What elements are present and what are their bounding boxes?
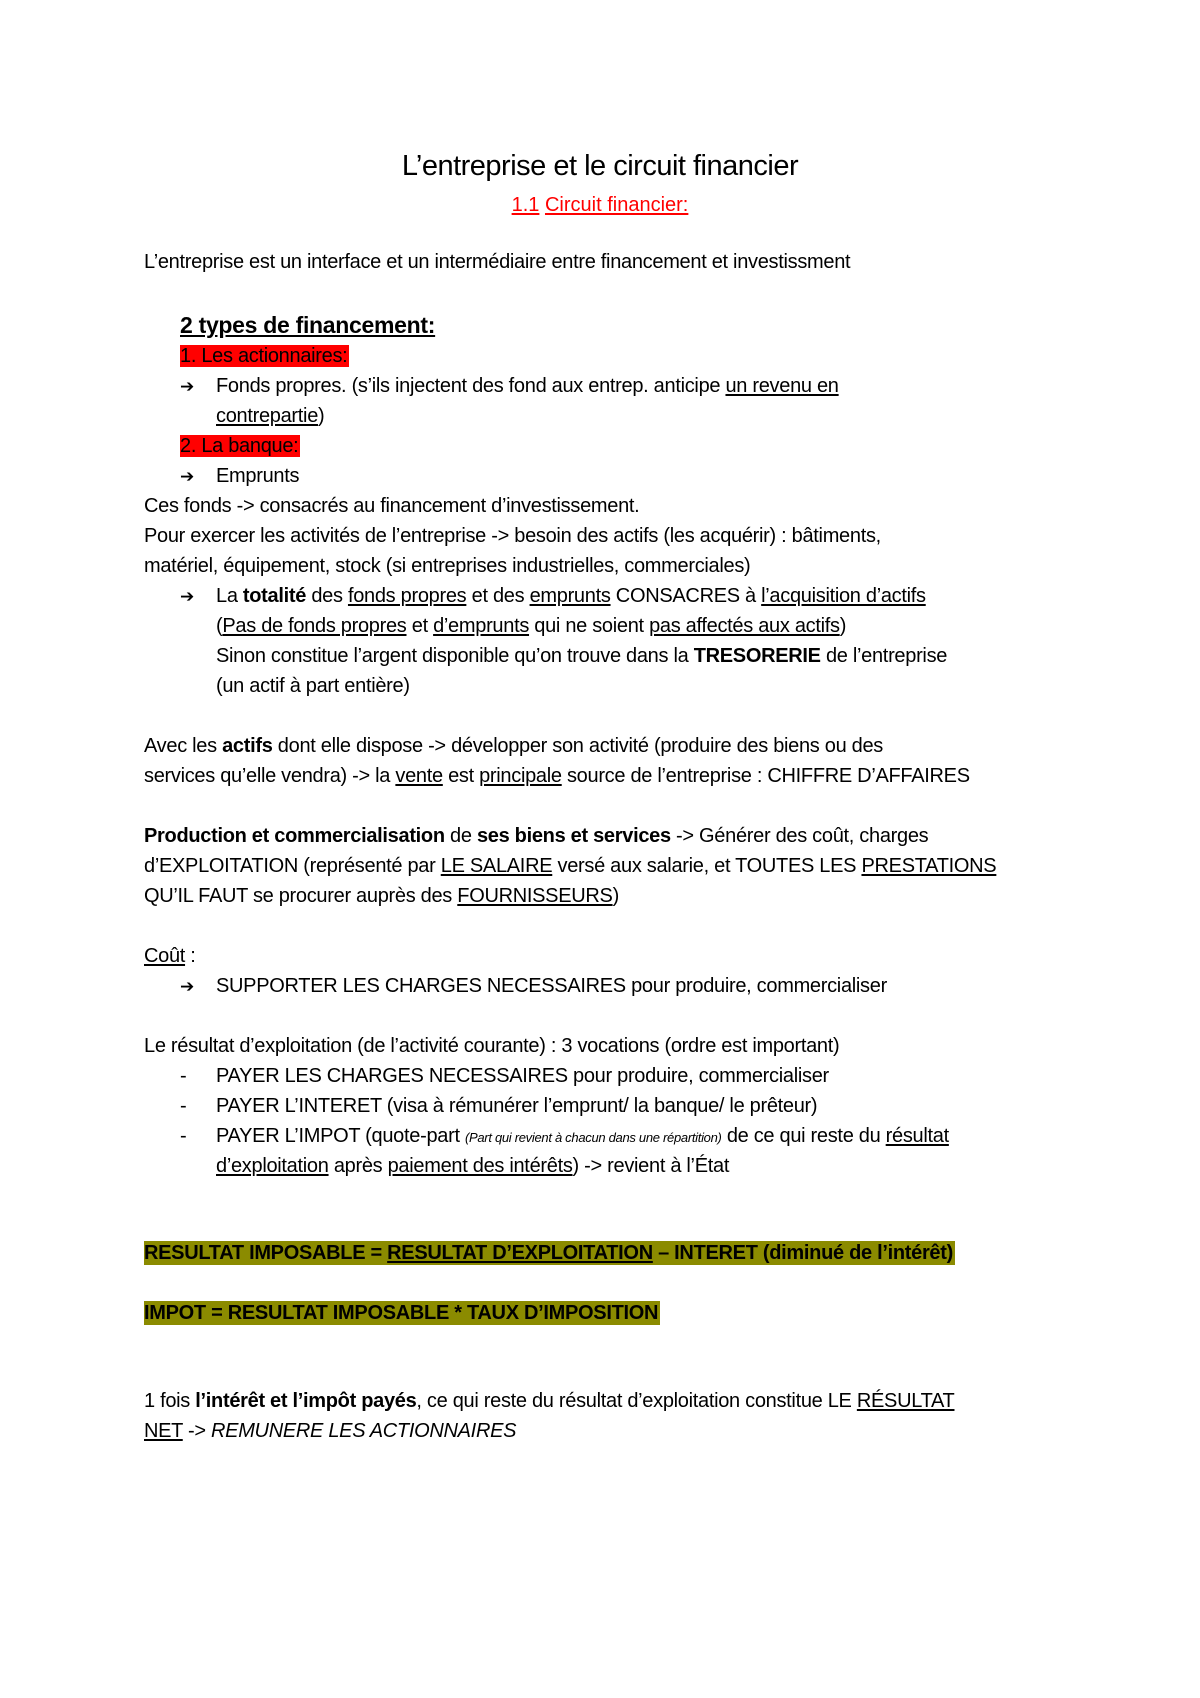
bold-fragment: actifs — [222, 735, 273, 757]
bullet-payer-charges — [180, 1063, 829, 1089]
bold-fragment: ses biens et services — [476, 825, 671, 847]
text-fragment: : — [185, 945, 196, 967]
text-fragment: et des — [466, 585, 530, 607]
text-fragment: -> Générer des coût, charges — [670, 825, 929, 847]
underlined-fragment: NET — [144, 1420, 183, 1442]
underlined-fragment: paiement des intérêts — [387, 1155, 573, 1177]
arrow-icon: ➔ — [180, 377, 194, 397]
subtitle-number: 1.1 — [511, 194, 540, 216]
dash-bullet: - — [180, 1125, 187, 1147]
text-fragment: -> — [182, 1420, 212, 1442]
bold-fragment: totalité — [242, 585, 307, 607]
text-fragment: PAYER L’IMPOT (quote-part — [216, 1125, 465, 1147]
text-fragment: , ce qui reste du résultat d’exploitation constitue LE — [416, 1390, 857, 1412]
text-fragment: PAYER L’INTERET (visa à rémunérer l’emprunt/ la banque/ le prêteur) — [216, 1095, 818, 1117]
text-fragment: services qu’elle vendra) -> la — [144, 765, 396, 787]
list-item-actionnaires — [180, 343, 349, 369]
underlined-fragment: vente — [395, 765, 443, 787]
text-fragment: dont elle dispose -> développer son activité (produire des biens ou des — [272, 735, 884, 757]
text-fragment: SUPPORTER LES CHARGES NECESSAIRES pour produire, commercialiser — [216, 975, 887, 997]
underlined-fragment: résultat — [885, 1125, 949, 1147]
text-fragment: ( — [216, 615, 223, 637]
underlined-fragment: l’acquisition d’actifs — [761, 585, 926, 607]
text-fragment: PAYER LES CHARGES NECESSAIRES pour produire, commercialiser — [216, 1065, 829, 1087]
bold-fragment: l’intérêt et l’impôt payés — [195, 1390, 417, 1412]
highlight-formula-2: IMPOT = RESULTAT IMPOSABLE * TAUX D’IMPOSITION — [144, 1302, 659, 1324]
underlined-fragment: principale — [479, 765, 562, 787]
underlined-fragment: un revenu en — [725, 375, 839, 397]
text-fragment: ) -> revient à l’État — [572, 1155, 730, 1177]
final-line-2 — [144, 1418, 516, 1444]
arrow-icon: ➔ — [180, 587, 194, 607]
text-fragment: CONSACRES à — [610, 585, 762, 607]
pour-exercer-line-2: matériel, équipement, stock (si entreprises industrielles, commerciales) — [144, 555, 751, 577]
text-fragment: versé aux salarie, et TOUTES LES — [552, 855, 862, 877]
text-fragment: La — [216, 585, 243, 607]
underlined-fragment: fonds propres — [347, 585, 467, 607]
text-fragment: qui ne soient — [529, 615, 650, 637]
services-line — [144, 763, 970, 789]
totalite-line — [180, 583, 926, 610]
underlined-fragment: RÉSULTAT — [856, 1390, 955, 1412]
types-heading: 2 types de financement: — [180, 312, 436, 338]
resultat-intro-line: Le résultat d’exploitation (de l’activité courante) : 3 vocations (ordre est important) — [144, 1035, 840, 1057]
text-fragment: ) — [612, 885, 619, 907]
underlined-fragment: PRESTATIONS — [861, 855, 997, 877]
text-fragment: ) — [839, 615, 847, 637]
underlined-fragment: d’exploitation — [216, 1155, 329, 1177]
text-fragment: de ce qui reste du — [721, 1125, 886, 1147]
formula-resultat-imposable — [144, 1240, 955, 1266]
arrow-item-fonds-propres — [180, 373, 839, 400]
text-fragment: d’EXPLOITATION (représenté par — [144, 855, 441, 877]
quil-line — [144, 883, 619, 909]
underlined-fragment: contrepartie — [216, 405, 319, 427]
text-fragment: Avec les — [144, 735, 223, 757]
bullet-payer-impot-cont — [216, 1153, 729, 1179]
underlined-fragment: Coût — [144, 945, 186, 967]
pas-de-line — [216, 613, 846, 639]
text-fragment: de — [444, 825, 477, 847]
highlight-formula-1 — [144, 1241, 955, 1265]
underlined-fragment: LE SALAIRE — [440, 855, 553, 877]
final-line-1 — [144, 1388, 954, 1414]
italic-fragment: REMUNERE LES ACTIONNAIRES — [211, 1420, 517, 1442]
formula-impot — [144, 1300, 660, 1326]
underlined-fragment: d’emprunts — [433, 615, 530, 637]
ces-fonds-line: Ces fonds -> consacrés au financement d’investissement. — [144, 495, 640, 517]
arrow-icon: ➔ — [180, 977, 194, 997]
text-fragment: source de l’entreprise : CHIFFRE D’AFFAIRES — [561, 765, 970, 787]
exploitation-line — [144, 853, 996, 879]
avec-line — [144, 733, 883, 759]
text-fragment: Fonds propres. (s’ils injectent des fond aux entrep. anticipe — [216, 375, 726, 397]
underlined-fragment: emprunts — [529, 585, 611, 607]
intro-paragraph: L’entreprise est un interface et un intermédiaire entre financement et investissment — [144, 251, 851, 273]
underlined-fragment: pas affectés aux actifs — [649, 615, 840, 637]
underlined-fragment: RESULTAT D’EXPLOITATION — [387, 1242, 653, 1264]
arrow-item-emprunts — [180, 463, 299, 490]
text-fragment: 1 fois — [144, 1390, 196, 1412]
production-line — [144, 823, 928, 849]
section-subtitle — [0, 194, 1200, 217]
arrow-item-fonds-propres-cont — [216, 403, 324, 429]
dash-bullet: - — [180, 1065, 187, 1087]
text-fragment: de l’entreprise — [820, 645, 948, 667]
bullet-payer-interet — [180, 1093, 817, 1119]
text-fragment: Sinon constitue l’argent disponible qu’on trouve dans la — [216, 645, 694, 667]
page-title: L’entreprise et le circuit financier — [401, 150, 799, 182]
sinon-line — [216, 643, 947, 669]
text-fragment: après — [328, 1155, 388, 1177]
text-fragment: est — [442, 765, 480, 787]
bold-fragment: TRESORERIE — [693, 645, 821, 667]
arrow-icon: ➔ — [180, 467, 194, 487]
text-fragment: RESULTAT IMPOSABLE = — [144, 1242, 388, 1264]
text-fragment: Emprunts — [216, 465, 300, 487]
bullet-payer-impot — [180, 1123, 949, 1151]
text-fragment: et — [406, 615, 434, 637]
underlined-fragment: FOURNISSEURS — [457, 885, 613, 907]
dash-bullet: - — [180, 1095, 187, 1117]
highlight-actionnaires: 1. Les actionnaires: — [180, 345, 348, 367]
underlined-fragment: Pas de fonds propres — [222, 615, 407, 637]
subtitle-text: Circuit financier: — [544, 194, 689, 216]
highlight-banque: 2. La banque: — [180, 435, 299, 457]
small-note: (Part qui revient à chacun dans une répartition) — [464, 1130, 722, 1145]
cout-arrow-line — [180, 973, 887, 1000]
un-actif-line: (un actif à part entière) — [216, 675, 410, 697]
list-item-banque — [180, 433, 300, 459]
text-fragment: – INTERET (diminué de l’intérêt) — [652, 1242, 953, 1264]
text-fragment: ) — [318, 405, 325, 427]
pour-exercer-line-1: Pour exercer les activités de l’entreprise -> besoin des actifs (les acquérir) : bâtiments, — [144, 525, 881, 547]
text-fragment: QU’IL FAUT se procurer auprès des — [144, 885, 458, 907]
text-fragment: des — [306, 585, 348, 607]
cout-heading — [144, 943, 196, 969]
bold-fragment: Production et commercialisation — [144, 825, 445, 847]
